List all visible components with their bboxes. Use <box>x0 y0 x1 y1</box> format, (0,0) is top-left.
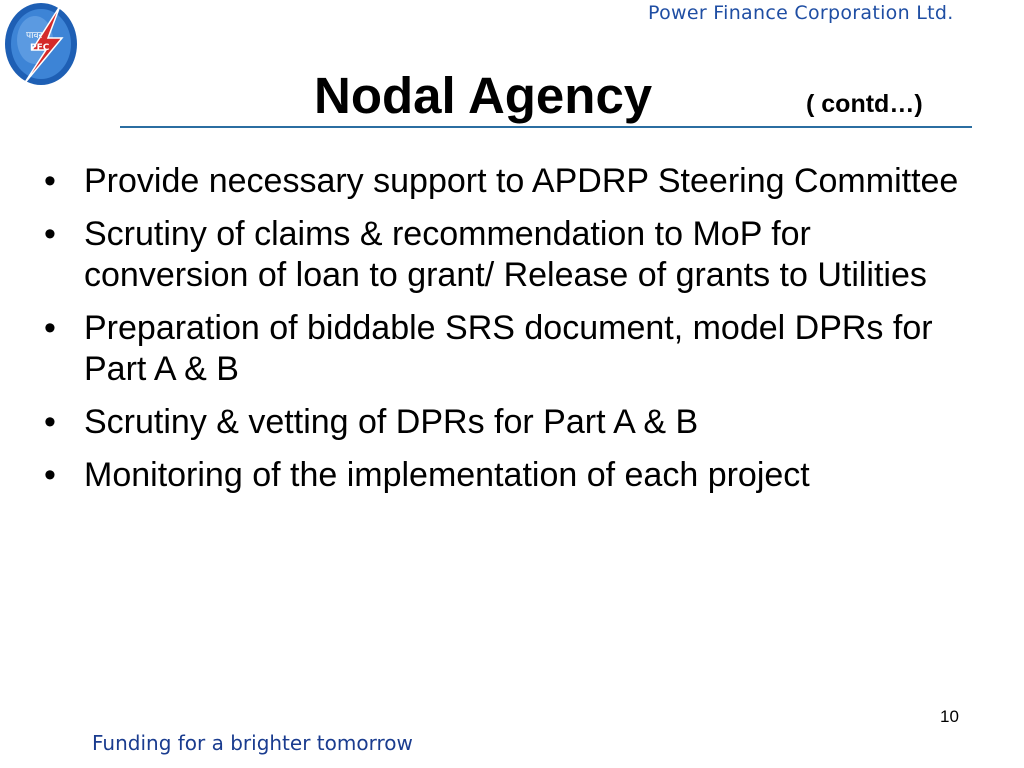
bullet-marker: • <box>44 215 56 253</box>
bullet-text: Monitoring of the implementation of each project <box>84 456 810 494</box>
bullet-marker: • <box>44 456 56 494</box>
bullet-list <box>44 161 964 508</box>
title-underline <box>120 126 972 128</box>
logo-text-pfc: PFC <box>30 43 50 53</box>
bullet-text: Provide necessary support to APDRP Steering Committee <box>84 162 959 200</box>
bullet-item <box>44 455 964 496</box>
bullet-marker: • <box>44 403 56 441</box>
bullet-item <box>44 161 964 202</box>
bullet-item <box>44 308 964 390</box>
bullet-text: Scrutiny of claims & recommendation to MoP for conversion of loan to grant/ Release of grants to Utilities <box>84 215 927 294</box>
pfc-logo-icon <box>2 0 80 88</box>
bullet-item <box>44 214 964 296</box>
bullet-item <box>44 402 964 443</box>
page-number: 10 <box>940 707 959 726</box>
bullet-text: Preparation of biddable SRS document, model DPRs for Part A & B <box>84 309 933 388</box>
logo-text-top: पावर <box>26 31 43 41</box>
bullet-text: Scrutiny & vetting of DPRs for Part A & B <box>84 403 699 441</box>
slide-title-suffix: ( contd…) <box>806 90 923 118</box>
company-name: Power Finance Corporation Ltd. <box>648 2 954 24</box>
footer-tagline: Funding for a brighter tomorrow <box>92 731 413 755</box>
slide-title: Nodal Agency <box>314 67 653 124</box>
bullet-marker: • <box>44 309 56 347</box>
bullet-marker: • <box>44 162 56 200</box>
